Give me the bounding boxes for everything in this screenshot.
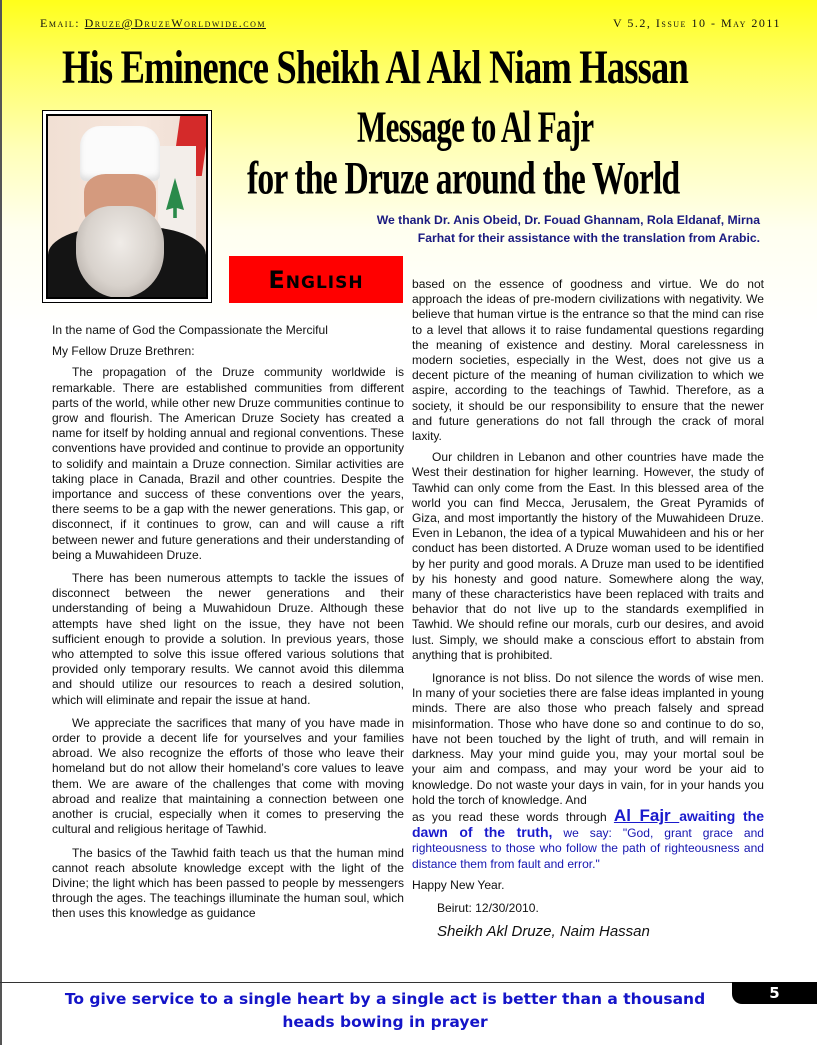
paragraph: Our children in Lebanon and other countries have made the West their destination for higher learning. However, the study of Tawhid can only come from the East. In this blessed area of the world you can find Mecca, Jerusalem, the Great Pyramids of Giza, and most importantly the history of the Muwahideen Druze. Even in Lebanon, the idea of a typical Muwahideen and his or her conduct has been distorted. A Druze woman used to be identified by her purity and good morals. A Druze man used to be identified by his honesty and good nature. Somewhere along the way, many of these characteristics have been replaced with traits and behavior that do not live up to the standards exemplified in Tawhid. We should refine our morals, curb our desires, and avoid lust. Simply, we should make a conscious effort to abstain from anything that is prohibited. [412,450,764,662]
language-badge [229,256,403,303]
page-number: 5 [769,984,780,1002]
place-date: Beirut: 12/30/2010. [437,900,539,915]
left-border-rule [0,0,2,1045]
portrait-image [46,114,208,299]
email-link[interactable]: Druze@DruzeWorldwide.com [84,16,266,30]
article-column-left [52,323,404,930]
portrait-photo [42,110,212,303]
footer-divider [0,982,732,983]
turban-shape [80,126,160,181]
language-badge-label: English [268,265,364,294]
paragraph: The basics of the Tawhid faith teach us that the human mind cannot reach absolute knowledge except with the light of the Divine; the light which has been passed to people by messengers through the ages. The teachings illuminate the human soul, which then uses this knowledge as guidance [52,845,404,921]
signature: Sheikh Akl Druze, Naim Hassan [437,923,650,941]
headline-line-3: for the Druze around the World [247,154,680,205]
issue-info: V 5.2, Issue 10 - May 2011 [612,16,781,30]
closing-lead: as you read these words through [412,809,614,824]
masthead-email [40,16,266,31]
headline-line-1: His Eminence Sheikh Al Akl Niam Hassan [62,41,688,94]
headline-line-2: Message to Al Fajr [357,101,594,152]
salutation-greeting: My Fellow Druze Brethren: [52,344,195,359]
closing-awaiting: awaiting the dawn of the truth, [412,807,764,841]
credits-line-2: Farhat for their assistance with the translation from Arabic. [417,231,760,245]
al-fajr-link[interactable]: Al Fajr [613,805,680,825]
translation-credits [300,211,760,247]
paragraph: We appreciate the sacrifices that many of you have made in order to provide a decent life for yourselves and your families abroad. We also recognize the efforts of those who leave their homeland but do not allow their homeland’s core values to leave them. We are aware of the challenges that come with moving abroad and realize that maintaining a connection between one another is crucial, especially when it comes to preserving the cultural and religious heritage of Tawhid. [52,715,404,837]
paragraph: There has been numerous attempts to tackle the issues of disconnect between the newer generations and their understanding of being a Muwahidoun Druze. Although these attempts have shed light on the issue, they have not been sufficient enough to provide a solution. In previous years, those who attempted to solve this issue offered various solutions that provided only temporary results. We cannot avoid this dilemma and should utilize our resources to reach a desired solution, which will eliminate and repair the issue at hand. [52,571,404,707]
paragraph [412,671,764,808]
footer-quote: To give service to a single heart by a single act is better than a thousand heads bowing in prayer [64,990,706,1031]
closing-prayer-quote: we say: "God, grant grace and righteousness to those who follow the path of righteousness and distance them from fault and error." [412,826,764,871]
closing-paragraph [412,805,764,872]
paragraph: The propagation of the Druze community worldwide is remarkable. There are established communities from different parts of the world, while other new Druze communities continue to grow and flourish. The American Druze Society has created a name for itself by holding annual and regional conventions. These conventions have provided and continue to provide an opportunity to solidify and maintain a Druze connection. Similar activities are taking place in Canada, Brazil and other countries. Despite the importance and success of these conventions over the years, there seems to be a gap with the newer generations. This gap, or disconnect, if it continues to grow, can and will cause a rift between newer and future generations and their understanding of being a Muwahideen Druze. [52,365,404,562]
article-column-right [412,277,764,947]
paragraph: based on the essence of goodness and virtue. We do not approach the ideas of pre-modern civilizations with negativity. We believe that human virtue is the entrance so that the mind can rise to a level that allows it to raise fundamental questions regarding the meaning of existence and destiny. Moral carelessness in modern societies, especially in the West, does not give us a decent picture of the meaning of human civilization to which we aspire, according to the teachings of Tawhid. Therefore, as a society, it should be our responsibility to ensure that the newer and future generations do not fall through the crack of moral laxity. [412,277,764,444]
happy-new-year: Happy New Year. [412,877,505,892]
salutation-invocation: In the name of God the Compassionate the Merciful [52,323,328,337]
email-label: Email: [40,16,81,30]
beard-shape [76,206,164,298]
page-number-tab [732,982,817,1004]
paragraph-text: Ignorance is not bliss. Do not silence the words of wise men. In many of your societies there are false ideas implanted in young minds. There are also those who preach falsely and spread misinformation. Those who have done so and continue to do so, have not been touched by the light of truth, and will remain in darkness. May your mind guide you, may your mortal soul be your aim and compass, and may your word be your aid to knowledge. Do not waste your days in vain, for in your hands you hold the torch of knowledge. And [412,671,764,807]
credits-line-1: We thank Dr. Anis Obeid, Dr. Fouad Ghannam, Rola Eldanaf, Mirna [376,213,760,227]
